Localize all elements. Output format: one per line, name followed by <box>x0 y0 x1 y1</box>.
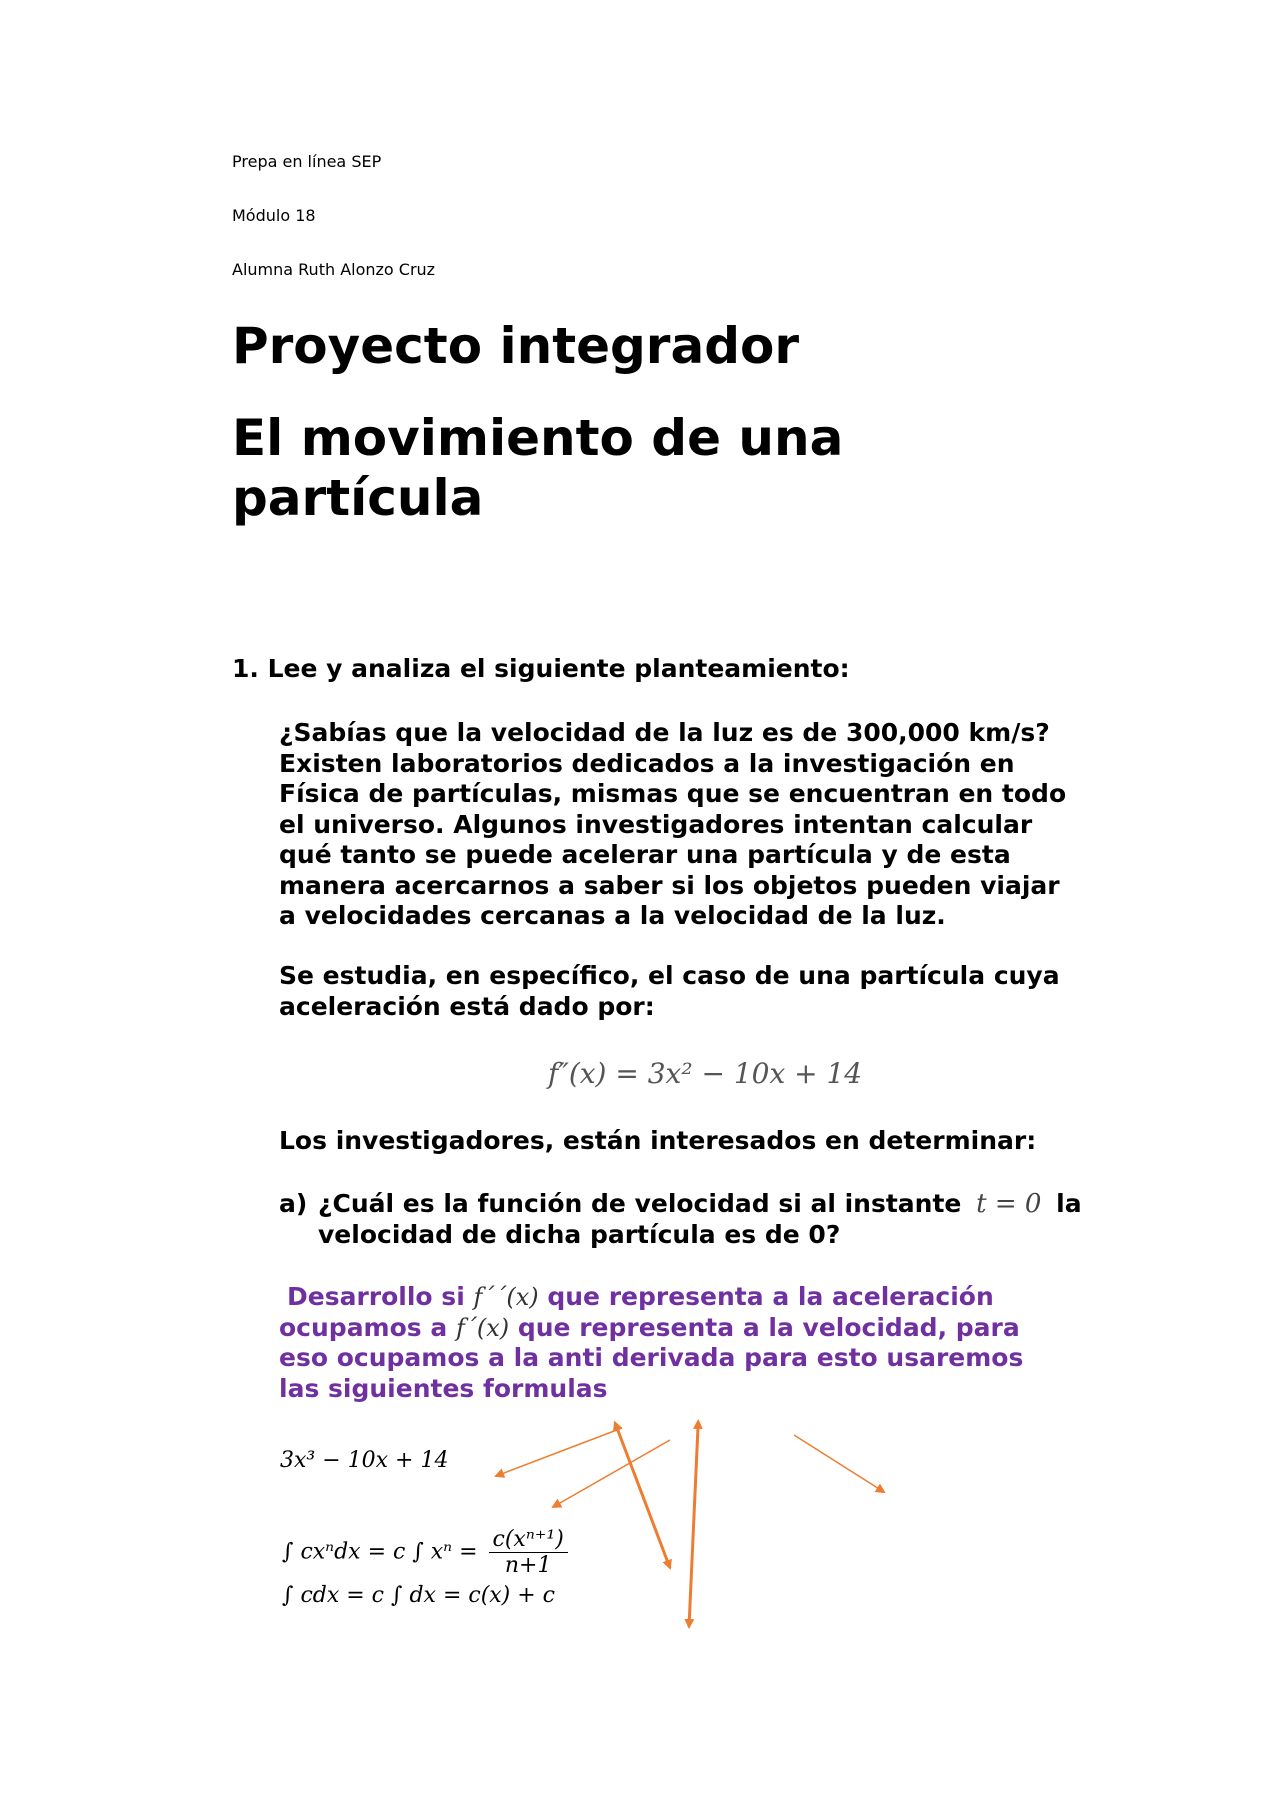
question-a-text: ¿Cuál es la función de velocidad si al instante <box>318 1189 962 1218</box>
question-a-math: t = 0 <box>976 1189 1042 1219</box>
development-math: f´´(x) <box>473 1283 539 1311</box>
subtitle-line-2: partícula <box>232 469 484 527</box>
section-heading: 1. Lee y analiza el siguiente planteamiento: <box>232 654 850 683</box>
paragraph-line: el universo. Algunos investigadores intentan calcular <box>279 809 1033 839</box>
fraction-numerator: c(xⁿ⁺¹) <box>489 1527 568 1553</box>
paragraph-line: Se estudia, en específico, el caso de una partícula cuya <box>279 961 1060 990</box>
question-a-line-2: velocidad de dicha partícula es de 0? <box>318 1220 841 1249</box>
arrow-to-polynomial <box>496 1428 622 1476</box>
subtitle-line-1: El movimiento de una <box>232 409 844 467</box>
header-module: Módulo 18 <box>232 206 316 225</box>
arrow-double-left <box>617 1428 670 1568</box>
header-student: Alumna Ruth Alonzo Cruz <box>232 260 436 279</box>
power-rule-left: ∫ cxⁿdx = c ∫ xⁿ = <box>282 1539 478 1565</box>
integral-constant-rule: ∫ cdx = c ∫ dx = c(x) + c <box>282 1583 556 1608</box>
arrow-double-right <box>689 1427 698 1627</box>
paragraph-line: manera acercarnos a saber si los objetos pueden viajar <box>279 870 1060 900</box>
paragraph-line: aceleración está dado por: <box>279 991 655 1021</box>
fraction-denominator: n+1 <box>504 1553 552 1578</box>
header-school: Prepa en línea SEP <box>232 152 382 171</box>
page-title: Proyecto integrador <box>232 317 799 375</box>
development-text: que representa a la aceleración <box>547 1282 994 1311</box>
polynomial: 3x³ − 10x + 14 <box>280 1448 449 1473</box>
development-math: f´(x) <box>455 1313 510 1342</box>
paragraph-line: a velocidades cercanas a la velocidad de la luz. <box>279 901 946 930</box>
arrow-right <box>794 1435 884 1492</box>
development-text: Desarrollo si <box>287 1282 465 1311</box>
paragraph-line: Existen laboratorios dedicados a la investigación en <box>279 748 1015 778</box>
development-line-3: eso ocupamos a la anti derivada para esto usaremos <box>279 1343 1024 1372</box>
development-text: que representa a la velocidad, para <box>517 1312 1020 1342</box>
development-text: ocupamos a <box>279 1312 448 1342</box>
question-a-text-after: la <box>1056 1189 1082 1218</box>
question-a-label: a) <box>279 1189 308 1218</box>
paragraph-line: Física de partículas, mismas que se encuentran en todo <box>279 779 1067 808</box>
paragraph-line: ¿Sabías que la velocidad de la luz es de 300,000 km/s? <box>279 718 1050 747</box>
paragraph-line: qué tanto se puede acelerar una partícula y de esta <box>279 840 1011 869</box>
arrow-to-power-rule <box>553 1440 670 1507</box>
acceleration-equation: f″(x) = 3x² − 10x + 14 <box>548 1057 863 1090</box>
paragraph-3: Los investigadores, están interesados en determinar: <box>279 1126 1037 1155</box>
development-line-4: las siguientes formulas <box>279 1373 608 1403</box>
